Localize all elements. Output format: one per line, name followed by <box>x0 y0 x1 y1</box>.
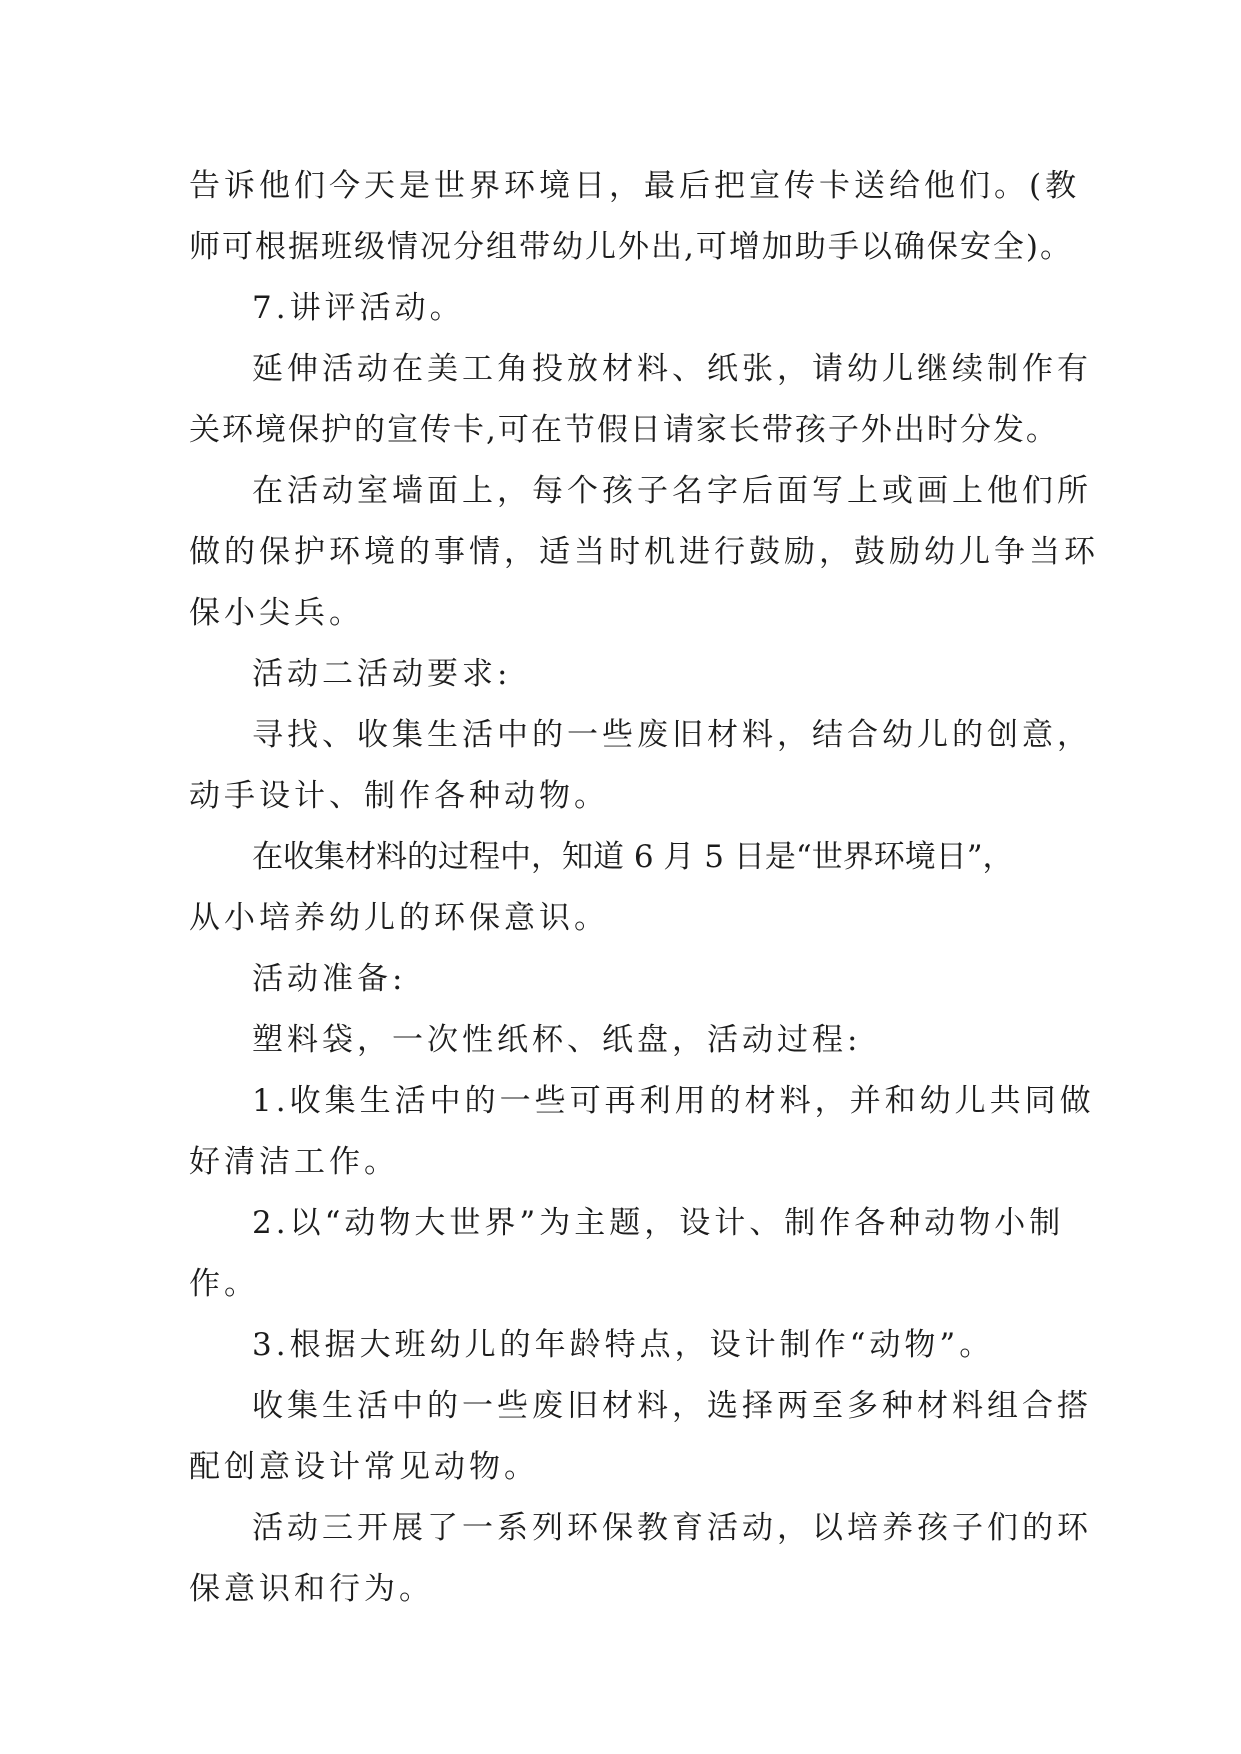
text-line: 在活动室墙面上，每个孩子名字后面写上或画上他们所 <box>252 473 1092 509</box>
text-line: 保小尖兵。 <box>189 595 364 631</box>
text-line: 活动准备: <box>252 961 407 997</box>
text-line: 延伸活动在美工角投放材料、纸张，请幼儿继续制作有 <box>252 351 1092 387</box>
text-line: 好清洁工作。 <box>189 1144 399 1180</box>
text-line: 师可根据班级情况分组带幼儿外出,可增加助手以确保安全)。 <box>189 229 1073 265</box>
text-line: 在收集材料的过程中，知道 6 月 5 日是“世界环境日”， <box>252 839 1014 875</box>
text-line: 从小培养幼儿的环保意识。 <box>189 900 609 936</box>
text-line: 寻找、收集生活中的一些废旧材料，结合幼儿的创意， <box>252 717 1092 753</box>
text-line: 做的保护环境的事情，适当时机进行鼓励，鼓励幼儿争当环 <box>189 534 1099 570</box>
text-line: 收集生活中的一些废旧材料，选择两至多种材料组合搭 <box>252 1388 1092 1424</box>
text-line: 3.根据大班幼儿的年龄特点，设计制作“动物”。 <box>252 1327 995 1363</box>
text-line: 2.以“动物大世界”为主题，设计、制作各种动物小制 <box>252 1205 1065 1241</box>
text-line: 配创意设计常见动物。 <box>189 1449 539 1485</box>
text-line: 活动三开展了一系列环保教育活动，以培养孩子们的环 <box>252 1510 1092 1546</box>
text-line: 关环境保护的宣传卡,可在节假日请家长带孩子外出时分发。 <box>189 412 1059 448</box>
text-line: 活动二活动要求: <box>252 656 512 692</box>
text-line: 7.讲评活动。 <box>252 290 465 326</box>
text-line: 动手设计、制作各种动物。 <box>189 778 609 814</box>
text-line: 保意识和行为。 <box>189 1571 434 1607</box>
text-line: 塑料袋，一次性纸杯、纸盘，活动过程: <box>252 1022 862 1058</box>
text-line: 告诉他们今天是世界环境日，最后把宣传卡送给他们。(教 <box>189 168 1081 204</box>
text-line: 1.收集生活中的一些可再利用的材料，并和幼儿共同做 <box>252 1083 1095 1119</box>
text-line: 作。 <box>189 1266 259 1302</box>
